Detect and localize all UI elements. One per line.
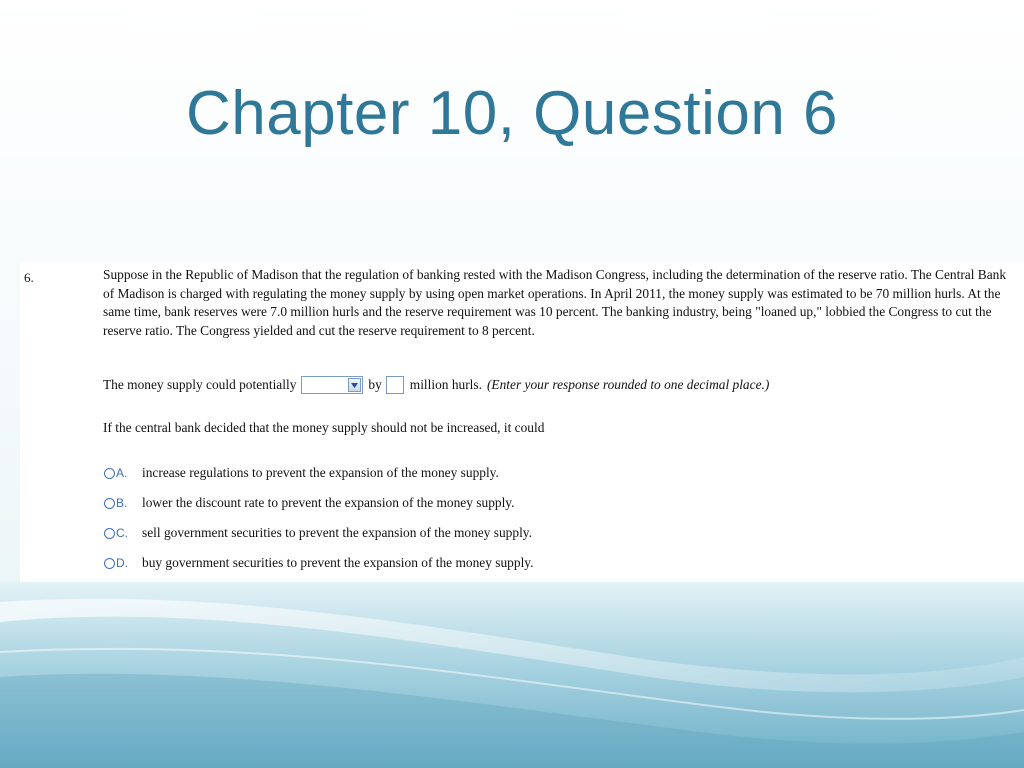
amount-input[interactable]: [386, 376, 404, 394]
option-c[interactable]: [103, 518, 533, 548]
answer-line: [103, 376, 769, 394]
radio-button-icon[interactable]: [104, 528, 115, 539]
option-text: buy government securities to prevent the expansion of the money supply.: [142, 555, 534, 570]
direction-dropdown[interactable]: [301, 376, 363, 394]
option-a[interactable]: [103, 458, 533, 488]
unit-label: million hurls.: [409, 377, 482, 392]
option-d[interactable]: [103, 548, 533, 578]
answer-prefix: The money supply could potentially: [103, 377, 297, 392]
hint-text: (Enter your response rounded to one decimal place.): [486, 377, 770, 392]
slide-title: Chapter 10, Question 6: [185, 79, 839, 148]
question-number: 6.: [24, 270, 34, 285]
decorative-wave-footer: [0, 582, 1024, 768]
question-text: Suppose in the Republic of Madison that the regulation of banking rested with the Madison Congress, including the determination of the reserve ratio. The Central Bank of Madison is charged with regulating the money supply by using open market operations. In April 2011, the money supply was estimated to be 70 million hurls. At the same time, bank reserves were 7.0 million hurls and the reserve requirement was 10 percent. The banking industry, being "loaned up," lobbied the Congress to cut the reserve ratio. The Congress yielded and cut the reserve requirement to 8 percent.: [103, 267, 1007, 338]
followup-question: If the central bank decided that the money supply should not be increased, it could: [103, 420, 545, 435]
option-text: sell government securities to prevent the expansion of the money supply.: [142, 525, 532, 540]
question-panel: [20, 262, 1024, 582]
option-letter: C.: [116, 526, 128, 540]
option-letter: A.: [116, 466, 128, 480]
chevron-down-icon[interactable]: [348, 378, 361, 392]
option-letter: D.: [116, 556, 128, 570]
option-text: lower the discount rate to prevent the expansion of the money supply.: [142, 495, 515, 510]
question-body: [103, 266, 1015, 340]
by-label: by: [368, 377, 382, 392]
option-letter: B.: [116, 496, 128, 510]
radio-button-icon[interactable]: [104, 498, 115, 509]
radio-button-icon[interactable]: [104, 558, 115, 569]
options-list: [103, 458, 533, 578]
radio-button-icon[interactable]: [104, 468, 115, 479]
option-b[interactable]: [103, 488, 533, 518]
option-text: increase regulations to prevent the expansion of the money supply.: [142, 465, 499, 480]
